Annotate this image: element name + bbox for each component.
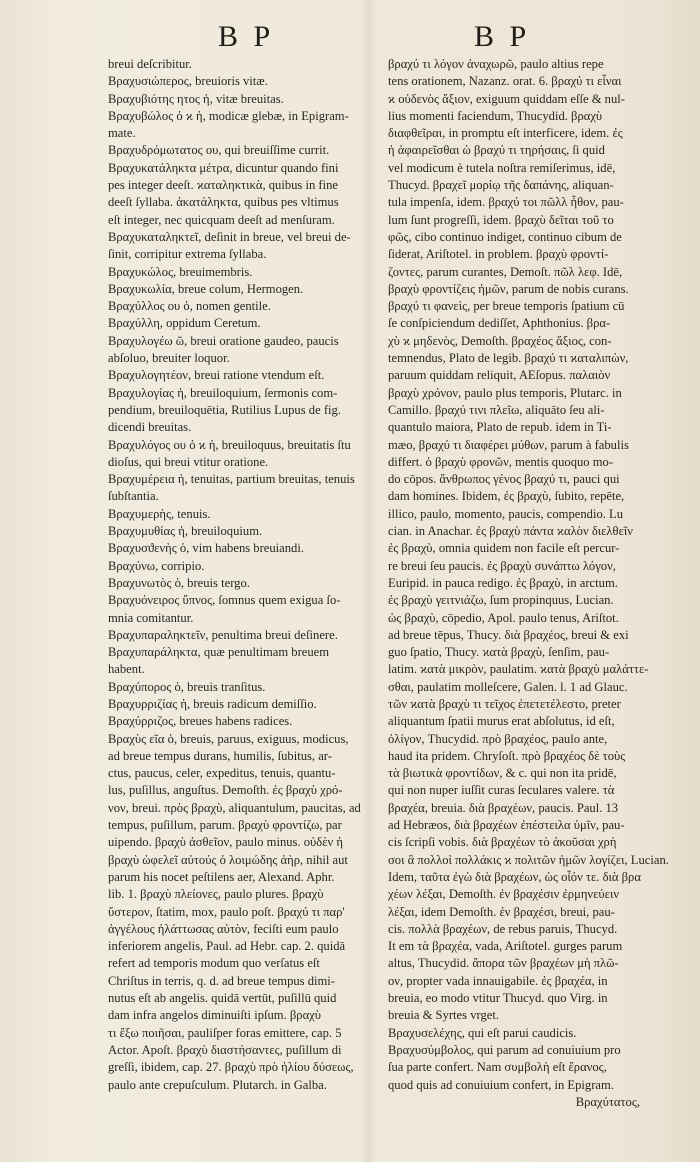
text-line: paulo ante crepuſculum. Plutarch. in Galba. — [108, 1077, 327, 1092]
left-column — [108, 56, 360, 1094]
text-line: Βραχυβιότης ητος ἡ, vitæ breuitas. — [108, 91, 284, 106]
text-line: Βραχυβώλος ὁ ϰ ἡ, modicæ glebæ, in Epigram- — [108, 108, 349, 123]
text-line: tula impenſa, idem. βραχύ τοι πῶλλ ἦθον, pau- — [388, 195, 624, 210]
text-line: Βραχυλογητέον, breui ratione vtendum eſt. — [108, 368, 325, 383]
text-line: Βραχυκωλία, breue colum, Hermogen. — [108, 281, 304, 296]
text-line: quantulo maiora, Plato de repub. idem in Ti- — [388, 420, 612, 435]
text-line: ἐς βραχὺ, omnia quidem non facile eſt percur- — [388, 541, 620, 556]
text-line: ϰ οὐδενὸς ἄξιον, exiguum quiddam eſſe & nul- — [388, 91, 625, 106]
text-line: Βραχυκατάληκτα μέτρα, dicuntur quando fini — [108, 160, 339, 175]
text-line: breui deſcribitur. — [108, 57, 192, 71]
text-line: τι ἔξω ποιῆσαι, pauliſper foras emittere, cap. 5 — [108, 1025, 342, 1040]
text-line: Βραχυμέρεια ἡ, tenuitas, partium breuitas, tenuis — [108, 472, 355, 487]
text-line: aliquantum ſpatii murus erat abſolutus, id eſt, — [388, 714, 615, 729]
text-line: ὀλίγον, Thucydid. πρὸ βραχέος, paulo ante, — [388, 731, 608, 746]
text-line: differt. ὁ βραχὺ φρονῶν, mentis quoquo mo- — [388, 454, 614, 469]
text-line: ſinit, corripitur extrema ſyllaba. — [108, 247, 267, 262]
text-line: ſiderat, Ariſtotel. in problem. βραχὺ φροντί- — [388, 247, 609, 262]
text-line: lum ſunt progreſſi, idem. βραχὺ δεῖται τοῦ το — [388, 212, 614, 227]
text-line: breuia & Syrtes vrget. — [388, 1008, 499, 1023]
text-line: temnendus, Plato de legib. βραχύ τι ϰαταλιπὼν, — [388, 351, 629, 366]
text-line: ad Hebræos, διὰ βραχέων ἐπέστειλα ὑμῖν, pau- — [388, 818, 625, 833]
text-line: Βραχυκώλος, breuimembris. — [108, 264, 253, 279]
text-line: Βραχυσϑενὴς ὁ, vim habens breuiandi. — [108, 541, 304, 556]
text-line: greſſi, ibidem, cap. 27. βραχὺ πρὸ ἡλίου δύσεως, — [108, 1060, 354, 1075]
text-line: Βραχυλογέω ῶ, breui oratione gaudeo, paucis — [108, 333, 339, 348]
right-column — [388, 56, 669, 1111]
text-line: deeſt ſyllaba. ἀκατάληκτα, quibus pes vltimus — [108, 195, 339, 210]
text-line: τὰ βιωτικὰ φροντίδων, & c. qui non ita pridē, — [388, 766, 617, 781]
text-line: latim. ϰατὰ μικρὸν, paulatim. ϰατὰ βραχὺ μαλάττε- — [388, 662, 649, 677]
text-line: Βραχύρριζος, breues habens radices. — [108, 714, 293, 729]
text-line: parum his nocet peſtilens aer, Alexand. Aphr. — [108, 869, 335, 884]
text-line: Βραχυπαράληκτα, quæ penultimam breuem — [108, 645, 330, 660]
text-line: ον, propter vada innauigabile. ἐς βραχέα, in — [388, 973, 608, 988]
text-line: breuia, eo modo vtitur Thucyd. quo Virg. in — [388, 991, 608, 1006]
text-line: abſoluo, breuiter loquor. — [108, 351, 230, 366]
text-line: lius momenti faciendum, Thucydid. βραχὺ — [388, 108, 603, 123]
text-line: Chriſtus in terris, q. d. ad breue tempus dimi- — [108, 973, 336, 988]
text-line: dam infra angelos diminuiſti ipſum. βραχὺ — [108, 1008, 321, 1023]
text-line: tens orationem, Nazanz. orat. 6. βραχύ τι εἶναι — [388, 74, 622, 89]
text-line: ſubſtantia. — [108, 489, 159, 504]
text-line: Βραχυκαταληκτεῖ, deſinit in breue, vel breui de- — [108, 229, 351, 244]
text-line: It em τὰ βραχέα, vada, Ariſtotel. gurges parum — [388, 939, 623, 954]
running-head-right: B P — [474, 20, 531, 53]
text-line: Βραχὺς εῖα ὁ, breuis, paruus, exiguus, modicus, — [108, 731, 349, 746]
text-line: Βραχύπορος ὁ, breuis tranſitus. — [108, 679, 266, 694]
text-line: Βραχυόνειρος ὕπνος, ſomnus quem exigua ſo- — [108, 593, 341, 608]
text-line: haud ita pridem. Chryſoſt. πρὸ βραχέος δὲ τοὺς — [388, 748, 626, 763]
text-line: pes integer deeſt. ϰαταληκτικὰ, quibus in fine — [108, 178, 339, 193]
text-line: βραχύ τι λόγον ἀναχωρῶ, paulo altius repe — [388, 57, 604, 71]
text-line: dam homines. Ibidem, ἐς βραχὺ, ſubito, repēte, — [388, 489, 625, 504]
text-line: dicendi breuitas. — [108, 420, 192, 435]
text-line: qui non nuper iuſſit curas ſeculares valere. τὰ — [388, 783, 615, 798]
text-line: σθαι, paulatim molleſcere, Galen. l. 1 ad Glauc. — [388, 679, 628, 694]
text-line: eſt integer, nec quicquam deeſt ad menſuram. — [108, 212, 335, 227]
text-line: Βραχύλλη, oppidum Ceretum. — [108, 316, 261, 331]
text-line: χὺ ϰ μηδενὸς, Demoſth. βραχέος ἄξιος, con- — [388, 333, 612, 348]
text-line: ſe conſpiciendum dediſſet, Aphthonius. βρα- — [388, 316, 611, 331]
text-line: διαφθεῖραι, in promptu eſt interficere, idem. ἐς — [388, 126, 623, 141]
text-line: refert ad temporis modum quo verſatus eſt — [108, 956, 320, 971]
text-line: ἐς βραχὺ γειτνιάζω, ſum propinquus, Lucian. — [388, 593, 614, 608]
text-line: cis ſcripſi vobis. διὰ βραχέων τὸ ἀκοῦσαι χρὴ — [388, 835, 617, 850]
text-line: Euripid. in pauca redigo. ἐς βραχὺ, in arctum. — [388, 575, 618, 590]
text-line: τῶν ϰατὰ βραχὺ τι τεῖχος ἐπετετέλεστο, preter — [388, 696, 621, 711]
text-line: Βραχυλόγος ου ὁ ϰ ἡ, breuiloquus, breuitatis ſtu — [108, 437, 351, 452]
text-line: ἀγγέλους ἠλάττωσας αὐτὸν, feciſti eum paulo — [108, 921, 339, 936]
text-line: Actor. Apoſt. βραχὺ διαστήσαντες, puſillum di — [108, 1042, 342, 1057]
text-line: lib. 1. βραχὺ πλείονες, paulo plures. βραχὺ — [108, 887, 324, 902]
text-line: cian. in Anachar. ἐς βραχὺ πάντα ϰαλὸν διελθεῖν — [388, 524, 633, 539]
text-line: uipendo. βραχὺ ἀσθεῖον, paulo minus. οὐδὲν ἡ — [108, 835, 343, 850]
text-line: altus, Thucydid. ἄπορα τῶν βραχέων μὴ πλῶ- — [388, 956, 619, 971]
text-line: ad breue tempus durans, humilis, ſubitus, ar- — [108, 748, 332, 763]
text-line: mnia comitantur. — [108, 610, 194, 625]
text-line: βραχὺ χρόνον, paulo plus temporis, Plutarc. in — [388, 385, 622, 400]
text-line: βραχέα, breuia. διὰ βραχέων, paucis. Paul. 13 — [388, 800, 619, 815]
running-head-left: B P — [218, 20, 275, 53]
text-line: χέων λέξαι, Demoſth. ἐν βραχέσιν ἐρμηνεύειν — [388, 887, 620, 902]
text-line: Βραχυπαραληκτεῖν, penultima breui deſinere. — [108, 627, 338, 642]
text-line: cis. πολλὰ βραχέων, de rebus paruis, Thucyd. — [388, 921, 618, 936]
text-line: habent. — [108, 662, 145, 677]
text-line: Βραχυλογίας ἡ, breuiloquium, ſermonis com- — [108, 385, 338, 400]
text-line: vel modicum è tutela noſtra remiſerimus, idē, — [388, 160, 616, 175]
text-line: nutus eſt ab angelis. quidā vertūt, puſillū quid — [108, 991, 337, 1006]
text-line: νον, breui. πρὸς βραχὺ, aliquantulum, paucitas, ad — [108, 800, 361, 815]
text-line: Βραχύλλος ου ὁ, nomen gentile. — [108, 299, 271, 314]
text-line: βραχὺ ὠφελεῖ αὐτούς ὁ λοιμώδης ἀὴρ, nihil aut — [108, 852, 348, 867]
text-line: dioſus, qui breui vtitur oratione. — [108, 454, 269, 469]
text-line: tempus, puſillum, parum. βραχὺ φροντίζω, par — [108, 818, 342, 833]
text-line: ἡ ἀφαιρεῖσθαι ὡ βραχύ τι τηρήσαις, ſi quid — [388, 143, 605, 158]
text-line: βραχὺ φροντίζεις ἡμῶν, parum de nobis curans. — [388, 281, 629, 296]
text-line: Βραχυμυθίας ἡ, breuiloquium. — [108, 524, 263, 539]
text-line: Thucyd. βραχεῖ μορίῳ τῆς δαπάνης, aliquan- — [388, 178, 614, 193]
text-line: do cōpos. ἄνθρωπος γένος βραχύ τι, pauci qui — [388, 472, 620, 487]
text-line: Camillo. βραχύ τινι πλεῖω, aliquāto ſeu ali- — [388, 402, 605, 417]
text-line: ad breue tēpus, Thucy. διὰ βραχέος, breui & exi — [388, 627, 629, 642]
text-line: mate. — [108, 126, 136, 141]
text-line: quod quis ad conuiuium confert, in Epigram. — [388, 1077, 614, 1092]
text-line: ſua parte confert. Nam συμβολὴ eſt ἔρανος, — [388, 1060, 607, 1075]
text-line: Βραχυδρόμωτατος ου, qui breuiſſime currit. — [108, 143, 330, 158]
text-line: βραχύ τι φανεὶς, per breue temporis ſpatium cū — [388, 299, 625, 314]
text-line: ὕστερον, ſtatim, mox, paulo poſt. βραχύ τι παρ' — [108, 904, 345, 919]
text-line: re breui ſeu paucis. ἐς βραχὺ συνάπτω λόγον, — [388, 558, 616, 573]
text-line: λέξαι, idem Demoſth. ἐν βραχέσι, breui, pau- — [388, 904, 615, 919]
text-line: σοι ἃ πολλοὶ πολλάκις ϰ πολιτῶν ἡμῶν λογίζει, Lucian. — [388, 852, 669, 867]
text-line: ὡς βραχὺ, cōpedio, Apol. paulo tenus, Ariſtot. — [388, 610, 619, 625]
text-line: Idem, ταῦτα ἐγὼ διὰ βραχέων, ὡς οἶόν τε. διὰ βρα — [388, 869, 641, 884]
text-line: Βραχυρριζίας ἡ, breuis radicum demiſſio. — [108, 696, 317, 711]
catchword: Βραχύτατος, — [575, 1094, 640, 1109]
text-line: pendium, breuiloquētia, Rutilius Lupus de fig. — [108, 402, 341, 417]
text-line: guo ſpatio, Thucy. ϰατὰ βραχὺ, ſenſim, pau- — [388, 645, 610, 660]
text-line: Βραχυσύμβολος, qui parum ad conuiuium pro — [388, 1042, 621, 1057]
text-line: Βραχυσιώπερος, breuioris vitæ. — [108, 74, 268, 89]
text-line: inferiorem angelis, Paul. ad Hebr. cap. 2. quidā — [108, 939, 346, 954]
text-line: ctus, paucus, celer, expeditus, tenuis, quantu- — [108, 766, 336, 781]
text-line: ζοντες, parum curantes, Demoſt. πῶλ λεφ. Idē, — [388, 264, 623, 279]
text-line: mæo, βραχύ τι διαφέρει μύθων, parum à fabulis — [388, 437, 629, 452]
text-line: illico, paulo, momento, paucis, compendio. Lu — [388, 506, 624, 521]
text-line: lus, puſillus, anguſtus. Demoſth. ἐς βραχὺ χρό- — [108, 783, 343, 798]
text-line: paruum quiddam reliquit, AEſopus. παλαιὸν — [388, 368, 611, 383]
text-line: Βραχυσελέχης, qui eſt parui caudicis. — [388, 1025, 577, 1040]
text-line: Βραχύνω, corripio. — [108, 558, 205, 573]
text-line: Βραχυνωτὸς ὁ, breuis tergo. — [108, 575, 250, 590]
text-line: φῶς, cibo continuo indiget, continuo cibum de — [388, 229, 622, 244]
gutter-shadow — [362, 0, 376, 1162]
text-line: Βραχυμερὴς, tenuis. — [108, 506, 211, 521]
